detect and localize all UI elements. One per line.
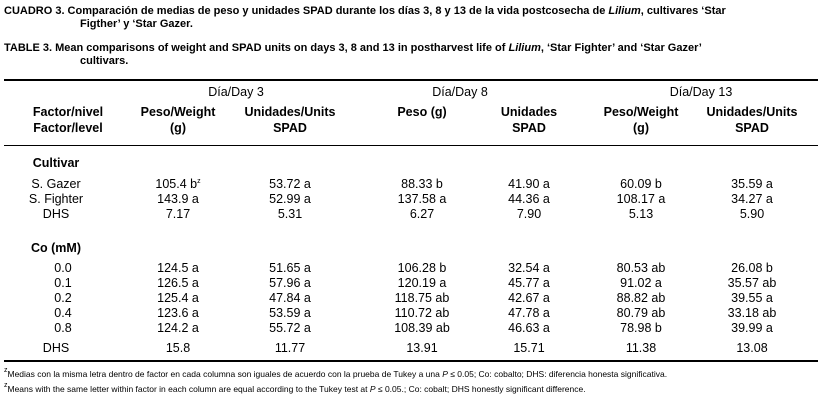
- table-cell: 32.54 a: [508, 261, 550, 275]
- table-cell: 46.63 a: [508, 321, 550, 335]
- header-d3-peso-l2: (g): [170, 121, 186, 135]
- caption-en-genus: Lilium: [508, 42, 541, 54]
- table-cell: 5.31: [277, 207, 303, 221]
- table-cell: 88.33 b: [401, 177, 443, 191]
- table-cell: 106.28 b: [397, 261, 447, 275]
- table-cell: 42.67 a: [508, 291, 550, 305]
- footnote-marker: z: [197, 178, 201, 185]
- table-cell: 47.78 a: [508, 306, 550, 320]
- table-cell: 41.90 a: [508, 177, 550, 191]
- row-label: 0.2: [54, 291, 72, 305]
- caption-en-suffix: , ‘Star Fighter’ and ‘Star Gazer’: [540, 42, 702, 54]
- table-cell: 39.99 a: [731, 321, 773, 335]
- header-d3-peso-l1: Peso/Weight: [140, 105, 216, 119]
- table-cell: 53.72 a: [269, 177, 311, 191]
- table-bottom-rule: [4, 360, 818, 362]
- table-cell: 15.8: [165, 341, 191, 355]
- header-d13-peso-l1: Peso/Weight: [603, 105, 679, 119]
- table-cell: 123.6 a: [157, 306, 199, 320]
- table-cell: 34.27 a: [731, 192, 773, 206]
- caption-es-genus: Lilium: [608, 5, 641, 17]
- table-cell: 110.72 ab: [394, 306, 450, 320]
- table-cell: 88.82 ab: [616, 291, 666, 305]
- header-day8: Día/Day 8: [432, 85, 488, 99]
- header-d3-spad-l2: SPAD: [273, 121, 307, 135]
- table-cell: 80.79 ab: [616, 306, 666, 320]
- table-cell: 5.90: [739, 207, 765, 221]
- table-cell: 51.65 a: [269, 261, 311, 275]
- row-label: S. Gazer: [31, 177, 81, 191]
- table-cell: 80.53 ab: [616, 261, 666, 275]
- section-title-cobalt: Co (mM): [31, 241, 81, 255]
- table-cell: 11.38: [625, 341, 657, 355]
- caption-es-prefix: CUADRO 3. Comparación de medias de peso y unidades SPAD durante los días 3, 8 y 13 de la vida postcosecha de: [4, 5, 609, 17]
- caption-en-prefix: TABLE 3. Mean comparisons of weight and SPAD units on days 3, 8 and 13 in postharvest life of: [4, 42, 509, 54]
- header-d8-spad-l1: Unidades: [500, 105, 558, 119]
- table-cell: 35.59 a: [731, 177, 773, 191]
- table-cell: 108.17 a: [616, 192, 666, 206]
- table-cell: 137.58 a: [397, 192, 447, 206]
- header-d13-peso-l2: (g): [633, 121, 649, 135]
- header-d13-spad-l2: SPAD: [735, 121, 769, 135]
- table-top-rule: [4, 79, 818, 81]
- row-label: 0.0: [54, 261, 72, 275]
- caption-spanish: [4, 5, 814, 31]
- table-cell: 47.84 a: [269, 291, 311, 305]
- header-d8-peso: Peso (g): [397, 105, 447, 119]
- table-cell: 118.75 ab: [394, 291, 450, 305]
- table-cell: 105.4 $b^z$: [155, 177, 201, 191]
- table-cell: 39.55 a: [731, 291, 773, 305]
- caption-es-line2: Figther’ y ‘Star Gazer.: [80, 18, 193, 30]
- table-cell: 53.59 a: [269, 306, 311, 320]
- header-factor-en: Factor/level: [33, 121, 103, 135]
- table-cell: 143.9 a: [157, 192, 199, 206]
- table-cell: 26.08 b: [731, 261, 773, 275]
- table-cell: 33.18 ab: [727, 306, 777, 320]
- table-cell: 124.2 a: [157, 321, 199, 335]
- row-label: 0.4: [54, 306, 72, 320]
- table-cell: 45.77 a: [508, 276, 550, 290]
- table-cell: 57.96 a: [269, 276, 311, 290]
- header-day3: Día/Day 3: [208, 85, 264, 99]
- header-d3-spad-l1: Unidades/Units: [244, 105, 336, 119]
- caption-en-line2: cultivars.: [80, 55, 129, 67]
- caption-english: [4, 42, 814, 68]
- table-cell: 6.27: [409, 207, 435, 221]
- table-cell: 126.5 a: [157, 276, 199, 290]
- table-cell: 44.36 a: [508, 192, 550, 206]
- table-cell: 55.72 a: [269, 321, 311, 335]
- table-header-rule: [4, 145, 818, 146]
- header-factor-es: Factor/nivel: [32, 105, 104, 119]
- table-cell: 5.13: [628, 207, 654, 221]
- caption-es-suffix: , cultivares ‘Star: [640, 5, 726, 17]
- table-cell: 124.5 a: [157, 261, 199, 275]
- table-cell: 13.91: [406, 341, 438, 355]
- row-label: 0.1: [54, 276, 72, 290]
- row-label: S. Fighter: [28, 192, 84, 206]
- table-cell: 11.77: [274, 341, 306, 355]
- header-day13: Día/Day 13: [669, 85, 733, 99]
- table-cell: 108.39 ab: [394, 321, 450, 335]
- row-label: 0.8: [54, 321, 72, 335]
- header-d13-spad-l1: Unidades/Units: [706, 105, 798, 119]
- header-d8-spad-l2: SPAD: [512, 121, 546, 135]
- table-cell: 120.19 a: [397, 276, 447, 290]
- table-cell: 15.71: [513, 341, 545, 355]
- table-cell: 13.08: [736, 341, 768, 355]
- table-cell: 91.02 a: [620, 276, 662, 290]
- footnote-spanish: $^z$Medias con la misma letra dentro de factor en cada columna son iguales de acuerdo con la prueba de Tukey a una P ≤ 0.05; Co: cobalto; DHS: diferencia honesta significativa.: [4, 367, 668, 379]
- section-title-cultivar: Cultivar: [32, 156, 80, 170]
- row-label: DHS: [42, 207, 70, 221]
- table-cell: 35.57 ab: [727, 276, 777, 290]
- table-cell: 7.90: [516, 207, 542, 221]
- table-cell: 78.98 b: [620, 321, 662, 335]
- table-cell: 52.99 a: [269, 192, 311, 206]
- table-cell: 125.4 a: [157, 291, 199, 305]
- table-cell: 60.09 b: [620, 177, 662, 191]
- row-label: DHS: [42, 341, 70, 355]
- table-cell: 7.17: [165, 207, 191, 221]
- footnote-english: $^z$Means with the same letter within factor in each column are equal according to the Tukey test at P ≤ 0.05.; Co: cobalt; DHS honestly significant difference.: [4, 382, 586, 394]
